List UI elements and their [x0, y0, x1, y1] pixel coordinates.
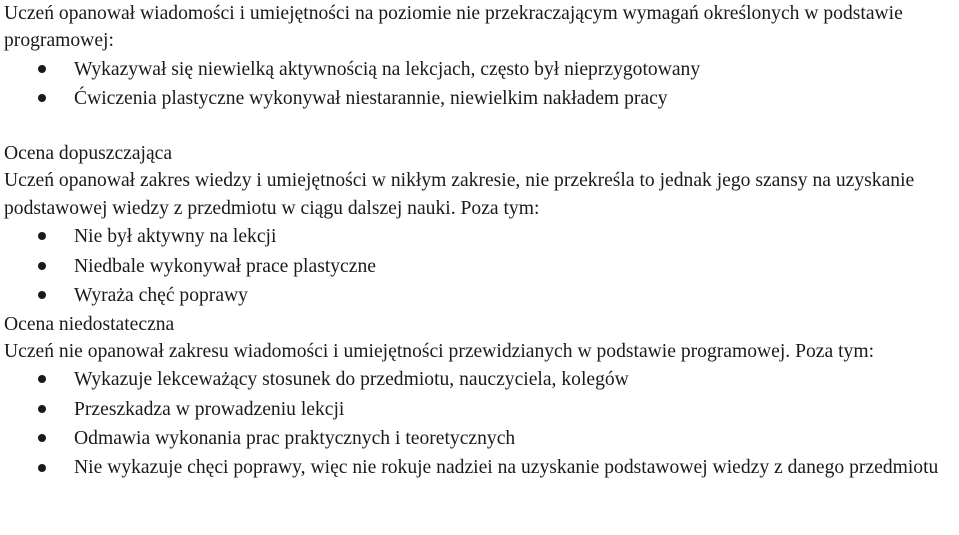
list-item-text: Wykazywał się niewielką aktywnością na lekcjach, często był nieprzygotowany [74, 58, 701, 80]
section-dostateczna-continued [4, 0, 959, 114]
section-niedostateczna [4, 311, 959, 481]
section2-intro: Uczeń opanował zakres wiedzy i umiejętności w nikłym zakresie, nie przekreśla to jednak jego szansy na uzyskanie podstawowej wiedzy z przedmiotu w ciągu dalszej nauki. Poza tym: [4, 170, 915, 219]
list-item [4, 395, 959, 425]
section1-bullet-list [4, 55, 959, 114]
bullet-icon [38, 291, 46, 299]
bullet-icon [38, 65, 46, 73]
section-heading: Ocena dopuszczająca [4, 142, 173, 164]
bullet-icon [38, 232, 46, 240]
list-item-text: Nie wykazuje chęci poprawy, więc nie rokuje nadziei na uzyskanie podstawowej wiedzy z danego przedmiotu [74, 456, 939, 478]
list-item-text: Ćwiczenia plastyczne wykonywał niestarannie, niewielkim nakładem pracy [74, 88, 668, 110]
list-item [4, 55, 959, 85]
section2-bullet-list [4, 222, 959, 311]
list-item [4, 281, 959, 311]
bullet-icon [38, 375, 46, 383]
bullet-icon [38, 262, 46, 270]
bullet-icon [38, 405, 46, 413]
section3-intro: Uczeń nie opanował zakresu wiadomości i umiejętności przewidzianych w podstawie programowej. Poza tym: [4, 340, 875, 362]
bullet-icon [38, 464, 46, 472]
section3-bullet-list [4, 365, 959, 481]
list-item [4, 365, 959, 395]
list-item [4, 454, 959, 481]
list-item-text: Przeszkadza w prowadzeniu lekcji [74, 398, 345, 420]
list-item [4, 252, 959, 282]
list-item [4, 222, 959, 252]
list-item [4, 424, 959, 454]
bullet-icon [38, 434, 46, 442]
section1-intro: Uczeń opanował wiadomości i umiejętności na poziomie nie przekraczającym wymagań określonych w podstawie programowej: [4, 3, 903, 52]
bullet-icon [38, 94, 46, 102]
list-item-text: Wyraża chęć poprawy [74, 285, 248, 307]
section-dopuszczajaca [4, 140, 959, 311]
list-item [4, 84, 959, 114]
list-item-text: Nie był aktywny na lekcji [74, 226, 277, 248]
list-item-text: Odmawia wykonania prac praktycznych i teoretycznych [74, 428, 516, 450]
section-heading: Ocena niedostateczna [4, 313, 175, 335]
list-item-text: Niedbale wykonywał prace plastyczne [74, 255, 376, 277]
list-item-text: Wykazuje lekceważący stosunek do przedmiotu, nauczyciela, kolegów [74, 369, 629, 391]
